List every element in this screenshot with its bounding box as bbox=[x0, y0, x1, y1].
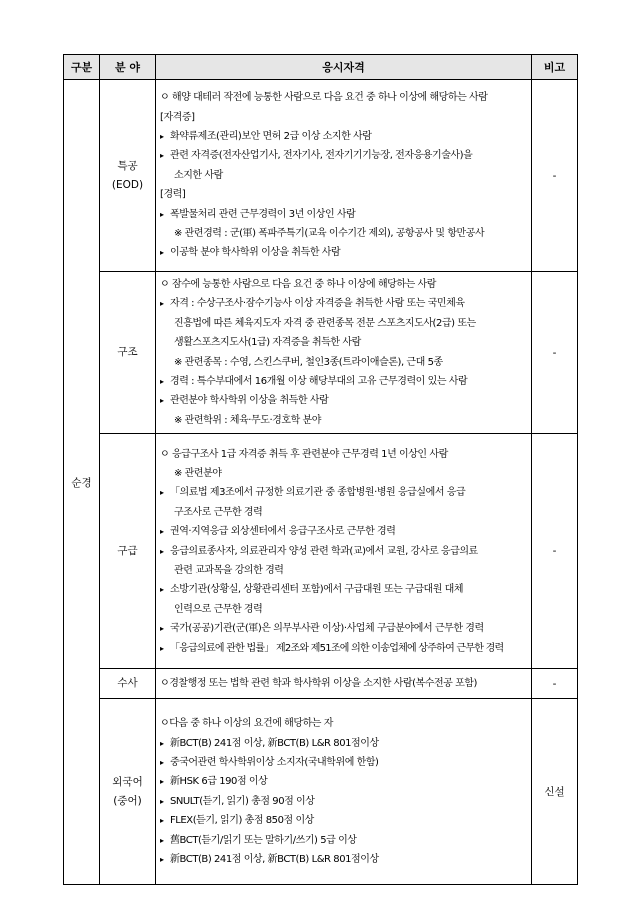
qualification-line bbox=[160, 445, 527, 464]
field-label: (중어) bbox=[113, 794, 142, 807]
qualification-line bbox=[160, 88, 527, 107]
qualification-text: ※ 관련경력 : 군(軍) 폭파주특기(교육 이수기간 제외), 공항공사 및 항만공사 bbox=[174, 228, 485, 240]
field-cell bbox=[100, 699, 156, 885]
qualification-line bbox=[160, 333, 527, 352]
qualification-line bbox=[160, 185, 527, 204]
table-header-row bbox=[64, 55, 578, 80]
qualification-line bbox=[160, 205, 527, 224]
qualification-text: 경력 : 특수부대에서 16개월 이상 해당부대의 고유 근무경력이 있는 사람 bbox=[170, 376, 468, 388]
qualification-line bbox=[160, 714, 527, 733]
qualification-cell bbox=[156, 699, 532, 885]
triangle-right-icon: ▸ bbox=[160, 488, 164, 498]
qualification-text: 구조사로 근무한 경력 bbox=[174, 506, 263, 518]
group-cell: 순경 bbox=[64, 80, 100, 885]
qualification-line bbox=[160, 619, 527, 638]
qualification-text: 소지한 사람 bbox=[174, 169, 223, 181]
field-cell bbox=[100, 80, 156, 272]
qualification-line bbox=[160, 391, 527, 410]
qualification-line bbox=[160, 243, 527, 262]
qualification-text: 화약류제조(관리)보안 면허 2급 이상 소지한 사람 bbox=[170, 130, 372, 142]
qualification-text: 응급의료종사자, 의료관리자 양성 관련 학과(교)에서 교원, 강사로 응급의료 bbox=[170, 545, 478, 557]
triangle-right-icon: ▸ bbox=[160, 796, 164, 806]
qualification-text: ※ 관련학위 : 체육·무도·경호학 분야 bbox=[174, 414, 321, 426]
qualification-text: 관련 교과목을 강의한 경력 bbox=[174, 564, 284, 576]
qualification-text: 폭발물처리 관련 근무경력이 3년 이상인 사람 bbox=[170, 208, 356, 220]
qualification-text: FLEX(듣기, 읽기) 총점 850점 이상 bbox=[170, 815, 314, 827]
qualification-line bbox=[160, 464, 527, 483]
triangle-right-icon: ▸ bbox=[160, 738, 164, 748]
table-row bbox=[64, 434, 578, 669]
field-label: 외국어 bbox=[112, 775, 143, 788]
qualification-text: 이공학 분야 학사학위 이상을 취득한 사람 bbox=[170, 247, 341, 259]
triangle-right-icon: ▸ bbox=[160, 209, 164, 219]
header-field: 분 야 bbox=[100, 55, 156, 80]
qualification-line bbox=[160, 753, 527, 772]
triangle-right-icon: ▸ bbox=[160, 643, 164, 653]
qualification-line bbox=[160, 108, 527, 127]
qualification-line bbox=[160, 411, 527, 430]
triangle-right-icon: ▸ bbox=[160, 757, 164, 767]
qualification-text: ㅇ경찰행정 또는 법학 관련 학과 학사학위 이상을 소지한 사람(복수전공 포함) bbox=[160, 678, 477, 690]
field-cell bbox=[100, 669, 156, 699]
qualification-text: ㅇ 해양 대테러 작전에 능통한 사람으로 다음 요건 중 하나 이상에 해당하는 사람 bbox=[160, 92, 488, 104]
note-cell: - bbox=[532, 669, 578, 699]
triangle-right-icon: ▸ bbox=[160, 396, 164, 406]
field-label: 특공 bbox=[117, 159, 138, 172]
qualification-text: 新BCT(B) 241점 이상, 新BCT(B) L&R 801점이상 bbox=[170, 737, 379, 749]
qualification-text: 「응급의료에 관한 법률」 제2조와 제51조에 의한 이송업체에 상주하여 근무한 경력 bbox=[170, 642, 504, 654]
field-cell bbox=[100, 272, 156, 434]
qualification-text: 新BCT(B) 241점 이상, 新BCT(B) L&R 801점이상 bbox=[170, 853, 379, 865]
table-row bbox=[64, 699, 578, 885]
qualification-text: 생활스포츠지도사(1급) 자격증을 취득한 사람 bbox=[174, 337, 361, 349]
qualification-line bbox=[160, 294, 527, 313]
qualification-text: 「의료법 제3조에서 규정한 의료기관 중 종합병원·병원 응급실에서 응급 bbox=[170, 487, 466, 499]
triangle-right-icon: ▸ bbox=[160, 131, 164, 141]
field-label: 구급 bbox=[117, 544, 138, 557]
qualification-text: 자격 : 수상구조사·잠수기능사 이상 자격증을 취득한 사람 또는 국민체육 bbox=[170, 298, 465, 310]
field-label: (EOD) bbox=[111, 178, 144, 191]
triangle-right-icon: ▸ bbox=[160, 377, 164, 387]
qualification-line bbox=[160, 580, 527, 599]
qualification-cell bbox=[156, 80, 532, 272]
qualification-text: SNULT(듣기, 읽기) 총점 90점 이상 bbox=[170, 795, 315, 807]
header-qualification: 응시자격 bbox=[156, 55, 532, 80]
triangle-right-icon: ▸ bbox=[160, 585, 164, 595]
qualification-text: 新HSK 6급 190점 이상 bbox=[170, 776, 268, 788]
qualification-text: [경력] bbox=[160, 189, 186, 201]
qualification-cell bbox=[156, 669, 532, 699]
qualification-text: ※ 관련분야 bbox=[174, 467, 222, 479]
qualification-line bbox=[160, 542, 527, 561]
triangle-right-icon: ▸ bbox=[160, 299, 164, 309]
qualification-text: 권역·지역응급 외상센터에서 응급구조사로 근무한 경력 bbox=[170, 526, 396, 538]
triangle-right-icon: ▸ bbox=[160, 835, 164, 845]
triangle-right-icon: ▸ bbox=[160, 248, 164, 258]
qualification-cell bbox=[156, 272, 532, 434]
header-note: 비고 bbox=[532, 55, 578, 80]
qualification-text: ※ 관련종목 : 수영, 스킨스쿠버, 철인3종(트라이애슬론), 근대 5종 bbox=[174, 356, 443, 368]
header-group: 구분 bbox=[64, 55, 100, 80]
triangle-right-icon: ▸ bbox=[160, 777, 164, 787]
qualification-line bbox=[160, 503, 527, 522]
field-cell bbox=[100, 434, 156, 669]
qualification-text: 인력으로 근무한 경력 bbox=[174, 603, 263, 615]
triangle-right-icon: ▸ bbox=[160, 816, 164, 826]
qualification-text: 관련분야 학사학위 이상을 취득한 사람 bbox=[170, 395, 329, 407]
qualification-line bbox=[160, 224, 527, 243]
qualification-line bbox=[160, 353, 527, 372]
triangle-right-icon: ▸ bbox=[160, 854, 164, 864]
qualification-table bbox=[63, 54, 578, 885]
qualification-text: ㅇ다음 중 하나 이상의 요건에 해당하는 자 bbox=[160, 718, 333, 730]
triangle-right-icon: ▸ bbox=[160, 624, 164, 634]
qualification-text: 중국어관련 학사학위이상 소지자(국내학위에 한함) bbox=[170, 756, 379, 768]
qualification-line bbox=[160, 127, 527, 146]
qualification-line bbox=[160, 146, 527, 165]
qualification-text: ㅇ 응급구조사 1급 자격증 취득 후 관련분야 근무경력 1년 이상인 사람 bbox=[160, 448, 448, 460]
qualification-text: 진흥법에 따른 체육지도자 자격 중 관련종목 전문 스포츠지도사(2급) 또는 bbox=[174, 317, 476, 329]
qualification-line bbox=[160, 734, 527, 753]
note-cell: - bbox=[532, 80, 578, 272]
qualification-text: ㅇ 잠수에 능통한 사람으로 다음 요건 중 하나 이상에 해당하는 사람 bbox=[160, 279, 436, 290]
qualification-line bbox=[160, 372, 527, 391]
triangle-right-icon: ▸ bbox=[160, 546, 164, 556]
qualification-line bbox=[160, 772, 527, 791]
qualification-text: 국가(공공)기관(군(軍)은 의무부사관 이상)·사업체 구급분야에서 근무한 경력 bbox=[170, 623, 484, 635]
qualification-line bbox=[160, 792, 527, 811]
qualification-line bbox=[160, 674, 527, 693]
note-cell: 신설 bbox=[532, 699, 578, 885]
triangle-right-icon: ▸ bbox=[160, 527, 164, 537]
qualification-line bbox=[160, 275, 527, 294]
table-row bbox=[64, 272, 578, 434]
qualification-text: [자격증] bbox=[160, 111, 195, 123]
note-cell: - bbox=[532, 272, 578, 434]
qualification-line bbox=[160, 166, 527, 185]
qualification-line bbox=[160, 600, 527, 619]
qualification-line bbox=[160, 483, 527, 502]
table-row bbox=[64, 669, 578, 699]
field-label: 구조 bbox=[117, 346, 138, 359]
qualification-line bbox=[160, 561, 527, 580]
field-label: 수사 bbox=[117, 677, 138, 690]
qualification-line bbox=[160, 314, 527, 333]
qualification-line bbox=[160, 522, 527, 541]
qualification-text: 관련 자격증(전자산업기사, 전자기사, 전자기기기능장, 전자응용기술사)을 bbox=[170, 150, 473, 162]
qualification-line bbox=[160, 639, 527, 658]
qualification-line bbox=[160, 850, 527, 869]
triangle-right-icon: ▸ bbox=[160, 151, 164, 161]
qualification-line bbox=[160, 811, 527, 830]
note-cell: - bbox=[532, 434, 578, 669]
qualification-text: 舊BCT(듣기/읽기 또는 말하기/쓰기) 5급 이상 bbox=[170, 834, 357, 846]
qualification-cell bbox=[156, 434, 532, 669]
table-row bbox=[64, 80, 578, 272]
qualification-text: 소방기관(상황실, 상황관리센터 포함)에서 구급대원 또는 구급대원 대체 bbox=[170, 584, 464, 596]
qualification-line bbox=[160, 831, 527, 850]
